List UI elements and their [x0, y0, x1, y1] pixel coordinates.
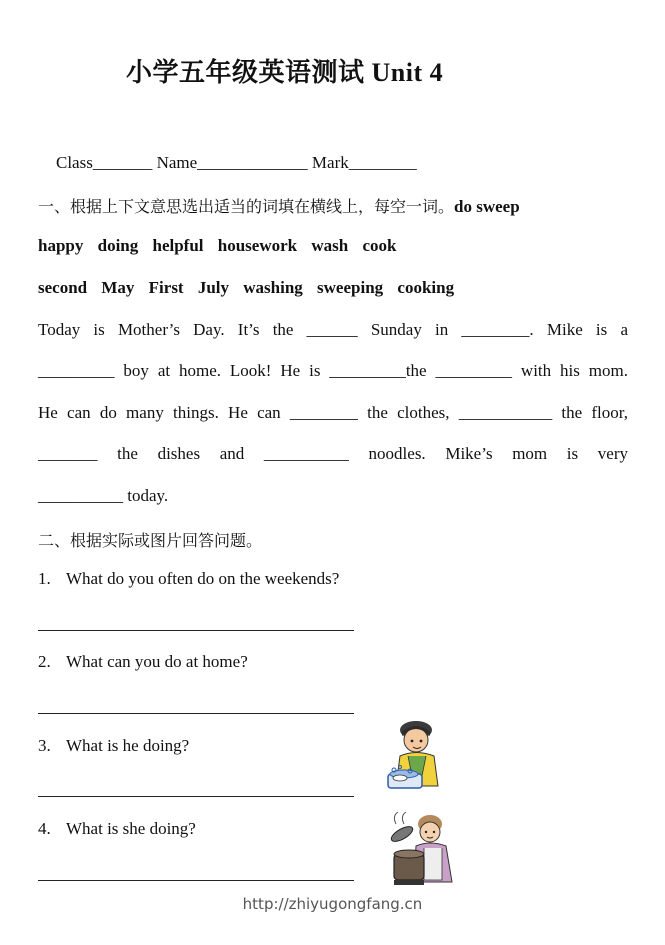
question-text: What can you do at home?	[66, 652, 248, 671]
passage-line: __________ today.	[38, 486, 169, 505]
question-text: What is she doing?	[66, 819, 196, 838]
question-number: 2.	[38, 652, 51, 671]
answer-line-4	[38, 880, 354, 881]
passage-line: Today is Mother’s Day. It’s the ______ Sunday in ________. Mike is a	[38, 320, 628, 339]
answer-line-3	[38, 796, 354, 797]
question-text: What do you often do on the weekends?	[66, 569, 340, 588]
question-number: 1.	[38, 569, 51, 588]
page-title: 小学五年级英语测试 Unit 4	[126, 58, 444, 87]
section1-instruction-text: 一、根据上下文意思选出适当的词填在横线上，每空一词。	[38, 197, 455, 216]
word-bank-row-1: happy doing helpful housework wash cook	[38, 236, 397, 255]
question-2	[38, 652, 248, 672]
answer-line-1	[38, 630, 354, 631]
woman-cooking-illustration	[384, 810, 464, 890]
section2-instruction: 二、根据实际或图片回答问题。	[38, 531, 263, 550]
question-number: 4.	[38, 819, 51, 838]
passage-line: He can do many things. He can ________ the clothes, ___________ the floor,	[38, 403, 628, 422]
question-3	[38, 736, 189, 756]
passage-line: _________ boy at home. Look! He is _________the _________ with his mom.	[38, 361, 628, 380]
question-4	[38, 819, 196, 839]
question-1	[38, 569, 339, 589]
passage-line: _______ the dishes and __________ noodles. Mike’s mom is very	[38, 444, 628, 463]
boy-washing-dishes-illustration	[382, 716, 446, 796]
answer-line-2	[38, 713, 354, 714]
word-bank-row-2: second May First July washing sweeping cooking	[38, 278, 455, 297]
section1-instruction	[38, 194, 628, 217]
word-bank-first: do sweep	[454, 197, 520, 216]
question-text: What is he doing?	[66, 736, 190, 755]
footer-url: http://zhiyugongfang.cn	[242, 895, 423, 913]
question-number: 3.	[38, 736, 51, 755]
class-name-mark-line: Class_______ Name_____________ Mark________	[56, 153, 417, 172]
